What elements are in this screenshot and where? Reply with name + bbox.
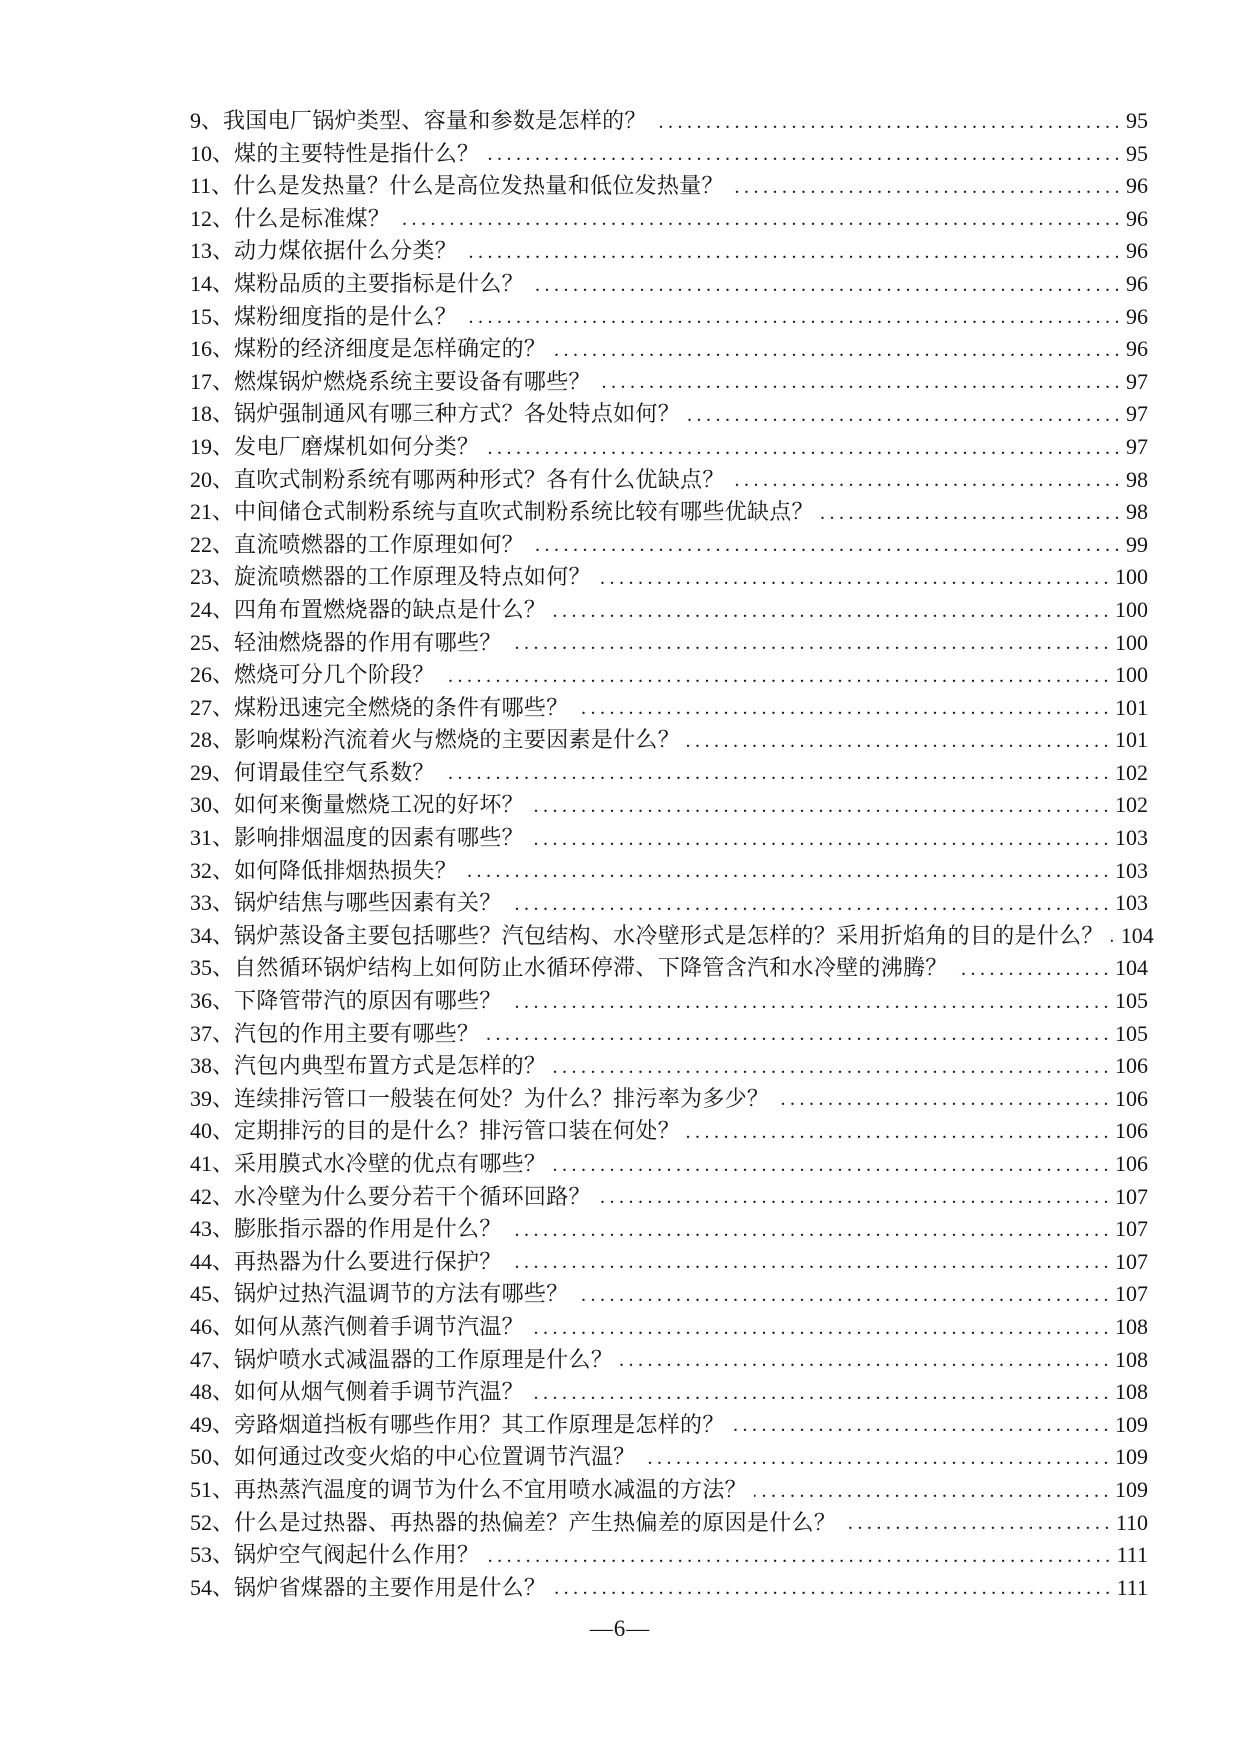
toc-entry	[190, 1114, 1148, 1147]
toc-entry-number: 10、	[190, 140, 235, 166]
toc-entry-title: 锅炉喷水式减温器的工作原理是什么？	[234, 1346, 614, 1372]
toc-entry-title: 煤粉细度指的是什么？	[234, 303, 458, 329]
toc-entry-page: 106	[1115, 1151, 1148, 1176]
toc-entry	[190, 821, 1148, 854]
toc-entry	[190, 463, 1148, 496]
toc-entry-number: 33、	[190, 890, 235, 916]
toc-entry-page: 103	[1115, 857, 1148, 883]
toc-entry-number: 52、	[190, 1509, 235, 1535]
toc-entry-page: 108	[1115, 1313, 1148, 1339]
toc-entry	[190, 984, 1148, 1017]
toc-entry-page: 109	[1115, 1476, 1148, 1502]
toc-entry-page: 107	[1115, 1248, 1148, 1274]
toc-entry-title: 轻油燃烧器的作用有哪些？	[234, 629, 502, 655]
toc-entry-page: 107	[1115, 1183, 1148, 1209]
toc-entry	[190, 919, 1154, 952]
toc-leader-dots	[776, 1082, 1113, 1115]
toc-entry-page: 97	[1126, 401, 1148, 427]
toc-entry-number: 51、	[190, 1476, 235, 1502]
toc-entry	[190, 951, 1148, 984]
toc-entry-page: 97	[1126, 368, 1148, 394]
toc-entry-number: 16、	[190, 336, 235, 362]
toc-leader-dots	[486, 430, 1124, 463]
toc-entry-number: 27、	[190, 694, 235, 720]
toc-leader-dots	[553, 1049, 1113, 1082]
toc-entry	[190, 626, 1148, 659]
toc-leader-dots	[531, 821, 1113, 854]
toc-entry-title: 锅炉过热汽温调节的方法有哪些？	[234, 1281, 569, 1307]
toc-leader-dots	[598, 365, 1124, 398]
toc-entry-number: 48、	[190, 1379, 235, 1405]
toc-entry-title: 锅炉结焦与哪些因素有关？	[234, 890, 502, 916]
toc-leader-dots	[687, 1114, 1113, 1147]
toc-entry-page: 97	[1126, 433, 1148, 459]
toc-entry	[190, 169, 1148, 202]
toc-entry-title: 汽包内典型布置方式是怎样的？	[234, 1053, 547, 1079]
toc-entry	[190, 1212, 1148, 1245]
toc-entry-title: 发电厂磨煤机如何分类？	[234, 433, 480, 459]
toc-entry-number: 18、	[190, 401, 235, 427]
toc-entry-number: 25、	[190, 629, 235, 655]
toc-entry-page: 109	[1115, 1411, 1148, 1437]
toc-entry	[190, 1049, 1148, 1082]
toc-leader-dots	[576, 691, 1113, 724]
toc-entry-number: 13、	[190, 238, 235, 264]
toc-leader-dots	[553, 1571, 1114, 1604]
toc-entry-title: 煤粉的经济细度是怎样确定的？	[234, 336, 547, 362]
toc-entry	[190, 1375, 1148, 1408]
toc-leader-dots	[531, 1310, 1113, 1343]
toc-entry-page: 104	[1120, 922, 1154, 948]
toc-entry-title: 影响排烟温度的因素有哪些？	[234, 825, 524, 851]
toc-leader-dots	[1111, 919, 1119, 952]
toc-entry-number: 54、	[190, 1574, 235, 1600]
toc-entry-number: 38、	[190, 1053, 235, 1079]
toc-entry-number: 34、	[190, 922, 235, 948]
toc-leader-dots	[464, 234, 1124, 267]
toc-entry-page: 99	[1126, 531, 1148, 557]
toc-entry-title: 锅炉蒸设备主要包括哪些？汽包结构、水冷壁形式是怎样的？采用折焰角的目的是什么？	[234, 922, 1104, 948]
toc-leader-dots	[509, 1212, 1113, 1245]
toc-entry	[190, 1408, 1148, 1441]
toc-leader-dots	[598, 1180, 1113, 1213]
toc-leader-dots	[732, 1408, 1113, 1441]
toc-entry-page: 96	[1126, 303, 1148, 329]
toc-entry	[190, 202, 1148, 235]
toc-entry-title: 水冷壁为什么要分若干个循环回路？	[234, 1183, 591, 1209]
toc-entry-title: 如何从蒸汽侧着手调节汽温？	[234, 1313, 524, 1339]
toc-entry	[190, 1147, 1148, 1180]
toc-entry	[190, 788, 1148, 821]
toc-entry-number: 29、	[190, 759, 235, 785]
toc-leader-dots	[553, 593, 1113, 626]
toc-entry	[190, 104, 1148, 137]
toc-entry-number: 31、	[190, 825, 235, 851]
toc-entry-page: 96	[1126, 270, 1148, 296]
toc-entry	[190, 1082, 1148, 1115]
toc-entry-title: 锅炉省煤器的主要作用是什么？	[234, 1574, 547, 1600]
toc-entry-number: 11、	[190, 173, 234, 199]
toc-entry-title: 膨胀指示器的作用是什么？	[234, 1216, 502, 1242]
toc-entry-page: 96	[1126, 205, 1148, 231]
toc-entry-number: 9、	[190, 108, 224, 133]
toc-entry-page: 106	[1115, 1053, 1148, 1079]
toc-entry-title: 燃煤锅炉燃烧系统主要设备有哪些？	[234, 368, 591, 394]
toc-leader-dots	[620, 1343, 1113, 1376]
toc-entry-number: 50、	[190, 1444, 235, 1470]
toc-entry-title: 什么是标准煤？	[234, 205, 391, 231]
toc-entry-number: 35、	[190, 955, 235, 981]
toc-entry	[190, 854, 1148, 887]
toc-entry	[190, 332, 1148, 365]
toc-entry-number: 22、	[190, 531, 235, 557]
toc-entry-title: 如何降低排烟热损失？	[234, 857, 458, 883]
toc-entry	[190, 1473, 1148, 1506]
toc-entry-page: 105	[1115, 1020, 1148, 1046]
toc-entry-number: 40、	[190, 1118, 235, 1144]
toc-entry-title: 我国电厂锅炉类型、容量和参数是怎样的？	[223, 108, 647, 133]
toc-entry-number: 14、	[190, 270, 235, 296]
toc-entry	[190, 1277, 1148, 1310]
toc-entry	[190, 267, 1148, 300]
toc-entry-title: 定期排污的目的是什么？排污管口装在何处？	[234, 1118, 681, 1144]
toc-entry-page: 101	[1115, 727, 1148, 753]
toc-entry-number: 39、	[190, 1085, 235, 1111]
toc-entry-number: 37、	[190, 1020, 235, 1046]
toc-leader-dots	[509, 1245, 1113, 1278]
toc-entry-number: 17、	[190, 368, 235, 394]
toc-entry	[190, 593, 1148, 626]
toc-entry-number: 19、	[190, 433, 235, 459]
toc-entry	[190, 1571, 1148, 1604]
toc-entry-page: 96	[1126, 336, 1148, 362]
toc-leader-dots	[486, 1538, 1114, 1571]
toc-entry-page: 108	[1115, 1346, 1148, 1372]
toc-entry-page: 103	[1115, 890, 1148, 916]
toc-entry-title: 下降管带汽的原因有哪些？	[234, 988, 502, 1014]
toc-entry-number: 28、	[190, 727, 235, 753]
toc-entry-number: 36、	[190, 988, 235, 1014]
toc-entry-number: 21、	[190, 499, 235, 525]
toc-leader-dots	[509, 984, 1113, 1017]
toc-entry-number: 44、	[190, 1248, 235, 1274]
toc-entry-page: 110	[1115, 1509, 1148, 1535]
toc-entry	[190, 430, 1148, 463]
toc-entry-number: 24、	[190, 596, 235, 622]
toc-entry-title: 煤粉品质的主要指标是什么？	[234, 270, 524, 296]
toc-entry-page: 111	[1116, 1542, 1148, 1568]
toc-entry-number: 53、	[190, 1542, 235, 1568]
toc-entry-page: 106	[1115, 1118, 1148, 1144]
toc-entry-page: 107	[1115, 1281, 1148, 1307]
toc-entry-title: 什么是过热器、再热器的热偏差？产生热偏差的原因是什么？	[234, 1509, 837, 1535]
toc-entry	[190, 691, 1148, 724]
toc-entry-title: 汽包的作用主要有哪些？	[234, 1020, 480, 1046]
toc-entry-number: 41、	[190, 1151, 235, 1176]
toc-leader-dots	[531, 788, 1113, 821]
toc-leader-dots	[531, 1375, 1113, 1408]
toc-entry	[190, 1180, 1148, 1213]
toc-leader-dots	[553, 1147, 1113, 1180]
toc-entry-title: 采用膜式水冷壁的优点有哪些？	[234, 1151, 547, 1176]
toc-leader-dots	[531, 528, 1124, 561]
toc-entry	[190, 137, 1148, 170]
toc-entry-page: 111	[1116, 1574, 1148, 1600]
toc-entry	[190, 300, 1148, 333]
toc-entry	[190, 1343, 1148, 1376]
toc-entry-number: 49、	[190, 1411, 235, 1437]
toc-entry	[190, 495, 1148, 528]
toc-entry	[190, 1538, 1148, 1571]
toc-entry-title: 连续排污管口一般装在何处？为什么？排污率为多少？	[234, 1085, 770, 1111]
toc-entry-number: 47、	[190, 1346, 235, 1372]
toc-entry-title: 再热器为什么要进行保护？	[234, 1248, 502, 1274]
toc-entry-number: 23、	[190, 564, 235, 590]
toc-entry-title: 旁路烟道挡板有哪些作用？其工作原理是怎样的？	[234, 1411, 725, 1437]
toc-entry-title: 如何从烟气侧着手调节汽温？	[234, 1379, 524, 1405]
toc-entry-page: 96	[1126, 238, 1148, 264]
toc-entry-title: 影响煤粉汽流着火与燃烧的主要因素是什么？	[234, 727, 681, 753]
toc-entry-page: 95	[1126, 140, 1148, 166]
toc-entry-page: 100	[1115, 596, 1148, 622]
toc-leader-dots	[955, 951, 1113, 984]
toc-entry-page: 98	[1126, 499, 1148, 525]
toc-entry-page: 102	[1115, 759, 1148, 785]
toc-entry-title: 直流喷燃器的工作原理如何？	[234, 531, 524, 557]
toc-entry-page: 95	[1126, 108, 1148, 133]
toc-leader-dots	[464, 854, 1113, 887]
toc-entry	[190, 1245, 1148, 1278]
toc-leader-dots	[642, 1440, 1113, 1473]
toc-entry	[190, 886, 1148, 919]
page-number-footer: —6—	[589, 1616, 651, 1641]
toc-leader-dots	[509, 626, 1113, 659]
toc-entry-title: 四角布置燃烧器的缺点是什么？	[234, 596, 547, 622]
toc-entry-page: 96	[1126, 173, 1148, 199]
toc-entry-page: 102	[1115, 792, 1148, 818]
toc-entry-number: 20、	[190, 466, 235, 492]
toc-entry-title: 何谓最佳空气系数？	[234, 759, 435, 785]
toc-leader-dots	[687, 397, 1124, 430]
toc-list	[190, 104, 1154, 1603]
toc-leader-dots	[442, 658, 1113, 691]
toc-entry-page: 106	[1115, 1085, 1148, 1111]
toc-entry-number: 30、	[190, 792, 235, 818]
toc-entry-page: 100	[1115, 662, 1148, 688]
toc-entry	[190, 560, 1148, 593]
toc-entry	[190, 1440, 1148, 1473]
toc-entry-title: 再热蒸汽温度的调节为什么不宜用喷水减温的方法？	[234, 1476, 747, 1502]
toc-entry-title: 直吹式制粉系统有哪两种形式？各有什么优缺点？	[234, 466, 725, 492]
toc-leader-dots	[843, 1506, 1114, 1539]
toc-entry-number: 43、	[190, 1216, 235, 1242]
toc-leader-dots	[509, 886, 1113, 919]
toc-entry	[190, 1310, 1148, 1343]
toc-entry-title: 煤粉迅速完全燃烧的条件有哪些？	[234, 694, 569, 720]
toc-leader-dots	[442, 756, 1113, 789]
toc-leader-dots	[654, 104, 1124, 137]
toc-leader-dots	[598, 560, 1113, 593]
toc-leader-dots	[576, 1277, 1113, 1310]
toc-entry-number: 26、	[190, 662, 235, 688]
toc-entry	[190, 1506, 1148, 1539]
toc-entry-page: 100	[1115, 564, 1148, 590]
toc-entry-number: 15、	[190, 303, 235, 329]
toc-entry-title: 自然循环锅炉结构上如何防止水循环停滞、下降管含汽和水冷壁的沸腾？	[234, 955, 948, 981]
toc-entry	[190, 723, 1148, 756]
toc-entry-page: 100	[1115, 629, 1148, 655]
toc-entry-page: 101	[1115, 694, 1148, 720]
toc-entry	[190, 365, 1148, 398]
toc-entry-title: 动力煤依据什么分类？	[234, 238, 458, 264]
toc-entry-page: 105	[1115, 988, 1148, 1014]
toc-leader-dots	[754, 1473, 1113, 1506]
toc-entry-title: 如何来衡量燃烧工况的好坏？	[234, 792, 524, 818]
toc-entry-title: 煤的主要特性是指什么？	[234, 140, 480, 166]
toc-leader-dots	[732, 463, 1124, 496]
toc-entry-page: 98	[1126, 466, 1148, 492]
toc-entry-number: 45、	[190, 1281, 235, 1307]
toc-leader-dots	[397, 202, 1124, 235]
toc-leader-dots	[687, 723, 1113, 756]
toc-entry-page: 108	[1115, 1379, 1148, 1405]
toc-entry-title: 锅炉空气阀起什么作用？	[234, 1542, 480, 1568]
toc-leader-dots	[464, 300, 1124, 333]
toc-entry-number: 42、	[190, 1183, 235, 1209]
toc-leader-dots	[553, 332, 1124, 365]
toc-entry-page: 104	[1115, 955, 1148, 981]
toc-entry	[190, 1017, 1148, 1050]
toc-entry-page: 103	[1115, 825, 1148, 851]
toc-leader-dots	[531, 267, 1124, 300]
toc-entry-number: 32、	[190, 857, 235, 883]
toc-entry-number: 46、	[190, 1313, 235, 1339]
toc-entry	[190, 756, 1148, 789]
toc-entry-title: 锅炉强制通风有哪三种方式？各处特点如何？	[234, 401, 681, 427]
toc-leader-dots	[486, 137, 1124, 170]
toc-entry-title: 如何通过改变火焰的中心位置调节汽温？	[234, 1444, 636, 1470]
toc-leader-dots	[731, 169, 1124, 202]
toc-entry	[190, 528, 1148, 561]
toc-entry	[190, 397, 1148, 430]
toc-entry-title: 燃烧可分几个阶段？	[234, 662, 435, 688]
toc-entry	[190, 234, 1148, 267]
toc-entry-title: 旋流喷燃器的工作原理及特点如何？	[234, 564, 591, 590]
toc-entry-number: 12、	[190, 205, 235, 231]
toc-entry-title: 中间储仓式制粉系统与直吹式制粉系统比较有哪些优缺点？	[234, 499, 814, 525]
toc-leader-dots	[486, 1017, 1113, 1050]
toc-entry-page: 107	[1115, 1216, 1148, 1242]
toc-entry-title: 什么是发热量？什么是高位发热量和低位发热量？	[233, 173, 724, 199]
toc-entry-page: 109	[1115, 1444, 1148, 1470]
toc-leader-dots	[821, 495, 1124, 528]
toc-entry	[190, 658, 1148, 691]
